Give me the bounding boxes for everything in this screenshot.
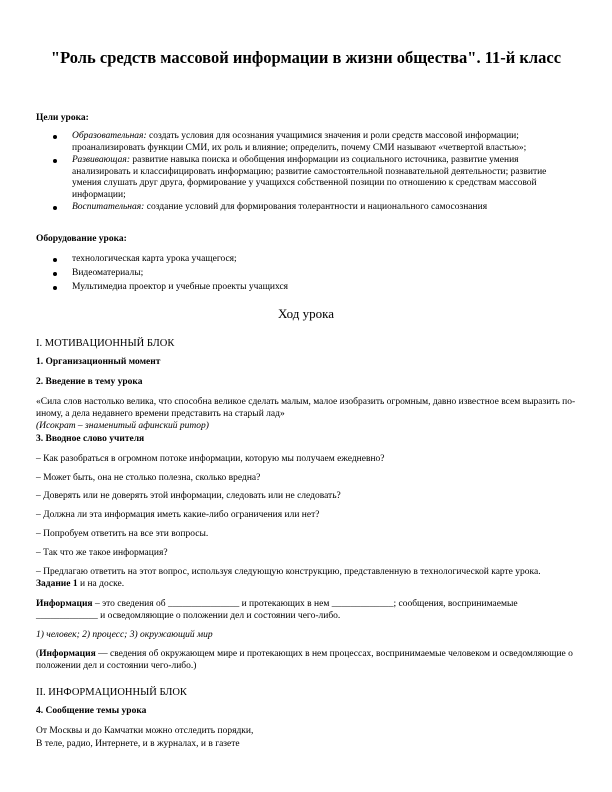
definition-text: — сведения об окружающем мире и протекающих в нем процессах, воспринимаемые человеком и осведомляющие о положении дел и состоянии чего-либо.) — [36, 649, 573, 671]
goal-item-educational — [36, 131, 576, 154]
bullet-icon — [53, 272, 57, 276]
lesson-heading: Ход урока — [278, 306, 334, 321]
definition-term: Информация — [36, 599, 93, 609]
goal-item-developing — [36, 155, 576, 201]
section-intro: 2. Введение в тему урока — [36, 377, 143, 387]
equipment-item — [36, 268, 576, 280]
goals-label: Цели урока: — [36, 113, 89, 123]
equipment-item — [36, 254, 576, 266]
goal-lead: Воспитательная: — [72, 202, 145, 212]
equipment-text: Видеоматериалы; — [72, 268, 144, 278]
definition-blanks — [36, 598, 576, 622]
question: – Может быть, она не столько полезна, сколько вредна? — [36, 473, 261, 483]
goal-item-upbringing — [36, 202, 576, 214]
bullet-icon — [53, 258, 57, 262]
full-definition — [36, 648, 576, 672]
bullet-icon — [53, 206, 57, 210]
goal-text: создать условия для осознания учащимися значения и роли средств массовой информации; проанализировать функции СМИ, их роль и влияние; определить, почему СМИ называют «четвертой властью»; — [72, 131, 527, 153]
block2-title: II. ИНФОРМАЦИОННЫЙ БЛОК — [36, 687, 187, 698]
task-reference: Задание 1 — [36, 579, 78, 589]
goal-lead: Развивающая: — [72, 155, 131, 165]
answers: 1) человек; 2) процесс; 3) окружающий мир — [36, 630, 213, 640]
question: – Как разобраться в огромном потоке информации, которую мы получаем ежедневно? — [36, 454, 385, 464]
poem-line: От Москвы и до Камчатки можно отследить порядки, — [36, 726, 254, 736]
section-teacher-word: 3. Вводное слово учителя — [36, 434, 145, 444]
definition-term: Информация — [39, 649, 96, 659]
proposal — [36, 566, 576, 590]
definition-text: – это сведения об _______________ и протекающих в нем _____________; сообщения, воспринимаемые _____________ и осведомляющие о положении дел и состоянии чего-либо. — [36, 599, 518, 621]
goal-text: создание условий для формирования толерантности и национального самосознания — [144, 202, 488, 212]
bullet-icon — [53, 135, 57, 139]
goals-list — [36, 131, 576, 215]
question: – Попробуем ответить на все эти вопросы. — [36, 529, 209, 539]
section-topic: 4. Сообщение темы урока — [36, 706, 147, 716]
document-title: "Роль средств массовой информации в жизни общества". 11-й класс — [50, 48, 562, 67]
quote: «Сила слов настолько велика, что способна великое сделать малым, малое изобразить огромным, давно известное всем выразить по-иному, а дела недавнего времени представить на старый лад» — [36, 397, 576, 419]
goal-text: развитие навыка поиска и обобщения информации из социального источника, развитие умения анализировать и классифицировать информацию; развитие самостоятельной познавательной деятельности; развитие умения слушать друг друга, формирование у учащихся собственной позиции по отношению к средствам массовой информации; — [72, 155, 547, 200]
goal-lead: Образовательная: — [72, 131, 147, 141]
equipment-text: Мультимедиа проектор и учебные проекты учащихся — [72, 282, 289, 292]
section-org-moment: 1. Организационный момент — [36, 357, 161, 367]
paren: ( — [36, 649, 40, 659]
equipment-list — [36, 254, 576, 296]
bullet-icon — [53, 159, 57, 163]
equipment-label: Оборудование урока: — [36, 234, 127, 244]
question: – Так что же такое информация? — [36, 548, 168, 558]
proposal-text: и на доске. — [77, 579, 125, 589]
proposal-text: – Предлагаю ответить на этот вопрос, используя следующую конструкцию, представленную в технологической карте урока. — [36, 567, 541, 577]
equipment-text: технологическая карта урока учащегося; — [72, 254, 237, 264]
block1-title: I. МОТИВАЦИОННЫЙ БЛОК — [36, 338, 175, 349]
question: – Доверять или не доверять этой информации, следовать или не следовать? — [36, 491, 341, 501]
poem-line: В теле, радио, Интернете, и в журналах, и в газете — [36, 739, 240, 749]
quote-author: (Исократ – знаменитый афинский ритор) — [36, 421, 209, 431]
equipment-item — [36, 282, 576, 294]
bullet-icon — [53, 286, 57, 290]
question: – Должна ли эта информация иметь какие-либо ограничения или нет? — [36, 510, 320, 520]
